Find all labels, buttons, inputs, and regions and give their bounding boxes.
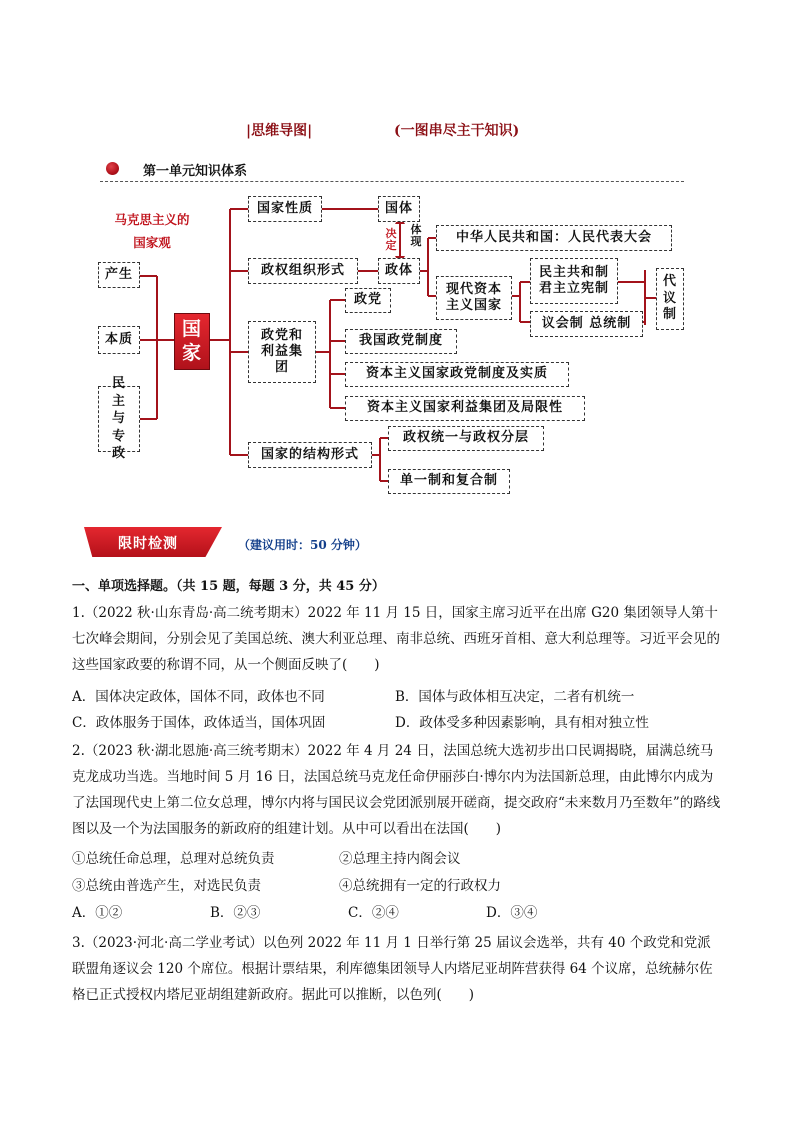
timed-test-label: 限时检测 [118, 536, 178, 552]
capitalist-party-system-box: 资本主义国家政党制度及实质 [345, 362, 569, 387]
question-3-text: 3.（2023·河北·高二学业考试）以色列 2022 年 11 月 1 日举行第 25 届议会选举，共有 40 个政党和党派联盟角逐议会 120 个席位。根据计票结果，利库德集团领导人内塔尼亚胡阵营获得 64 个议席，总统赫尔佐格已正式授权内塔尼亚胡组建新政府。据此可以推断，以色列( ) [72, 935, 713, 1003]
china-npc-box: 中华人民共和国：人民代表大会 [436, 225, 672, 251]
decide-label: 决定 [385, 227, 397, 253]
question-1-option-b[interactable]: B．国体与政体相互决定，二者有机统一 [395, 689, 635, 705]
parties-box: 政党和利益集团 [248, 321, 316, 383]
parliamentary-presidential-box: 议会制 总统制 [530, 311, 643, 337]
section-title: 第一单元知识体系 [143, 164, 248, 179]
reflect-label: 体现 [410, 223, 422, 249]
question-1-option-c[interactable]: C．政体服务于国体，政体适当，国体巩固 [72, 715, 326, 731]
question-2-text: 2.（2023 秋·湖北恩施·高三统考期末）2022 年 4 月 24 日，法国总统大选初步出口民调揭晓，届满总统马克龙成功当选。当地时间 5 月 16 日，法国总统马克龙任命伊丽莎白·博尔内为法国新总理，由此博尔内成为了法国现代史上第二位女总理，博尔内将与国民议会党团派别展开磋商，提交政府“未来数月乃至数年”的路线图以及一个为法国服务的新政府的组建计划。从中可以看出在法国( ) [72, 743, 721, 837]
concept-title-line1: 马克思主义的 [114, 212, 190, 227]
zhengti-box: 政体 [378, 258, 420, 284]
question-1-option-d[interactable]: D．政体受多种因素影响，具有相对独立性 [395, 715, 649, 731]
part-title: 一、单项选择题。（共 15 题，每题 3 分，共 45 分） [72, 579, 385, 594]
origin-box: 产生 [98, 262, 140, 288]
essence-box: 本质 [98, 326, 140, 354]
state-node-label: 国家 [182, 317, 202, 364]
capitalist-state-box: 现代资本主义国家 [436, 276, 512, 320]
mindmap-header: |思维导图| [246, 123, 313, 139]
question-2-statement-3: ③总统由普选产生，对选民负责 [72, 878, 261, 894]
suggested-time: （建议用时：50 分钟） [238, 538, 367, 552]
unitary-compound-box: 单一制和复合制 [388, 469, 510, 494]
state-nature-box: 国家性质 [248, 196, 322, 222]
capitalist-interest-groups-box: 资本主义国家利益集团及局限性 [345, 396, 585, 421]
question-1-text: 1.（2022 秋·山东青岛·高二统考期末）2022 年 11 月 15 日，国家主席习近平在出席 G20 集团领导人第十七次峰会期间，分别会见了美国总统、澳大利亚总理、南非总统、西班牙首相、意大利总理等。习近平会见的这些国家政要的称谓不同，从一个侧面反映了( ) [72, 605, 720, 673]
regime-form-box: 政权组织形式 [248, 258, 358, 284]
china-party-system-box: 我国政党制度 [345, 329, 457, 354]
question-2-statement-2: ②总理主持内阁会议 [339, 851, 461, 867]
question-2-option-d[interactable]: D．③④ [486, 905, 538, 921]
question-1-option-a[interactable]: A．国体决定政体，国体不同，政体也不同 [72, 689, 325, 705]
question-2-statement-1: ①总统任命总理，总理对总统负责 [72, 851, 275, 867]
question-2-statement-4: ④总统拥有一定的行政权力 [339, 878, 501, 894]
structure-form-box: 国家的结构形式 [248, 442, 372, 468]
question-2-option-c[interactable]: C．②④ [348, 905, 399, 921]
democracy-dictatorship-box: 民主与专政 [98, 386, 140, 452]
question-2-option-a[interactable]: A．①② [72, 905, 123, 921]
monarchy-label: 君主立宪制 [538, 281, 609, 296]
question-2-option-b[interactable]: B．②③ [210, 905, 261, 921]
republic-label: 民主共和制 [538, 264, 609, 280]
state-node [174, 313, 210, 370]
concept-title-line2: 国家观 [133, 235, 171, 250]
party-box: 政党 [345, 288, 391, 313]
republic-monarchy-box [530, 258, 618, 304]
representative-system-box: 代议制 [656, 268, 684, 330]
mindmap-subheader: (一图串尽主干知识) [394, 123, 520, 139]
unity-division-box: 政权统一与政权分层 [388, 426, 544, 451]
guoti-box: 国体 [378, 196, 420, 222]
